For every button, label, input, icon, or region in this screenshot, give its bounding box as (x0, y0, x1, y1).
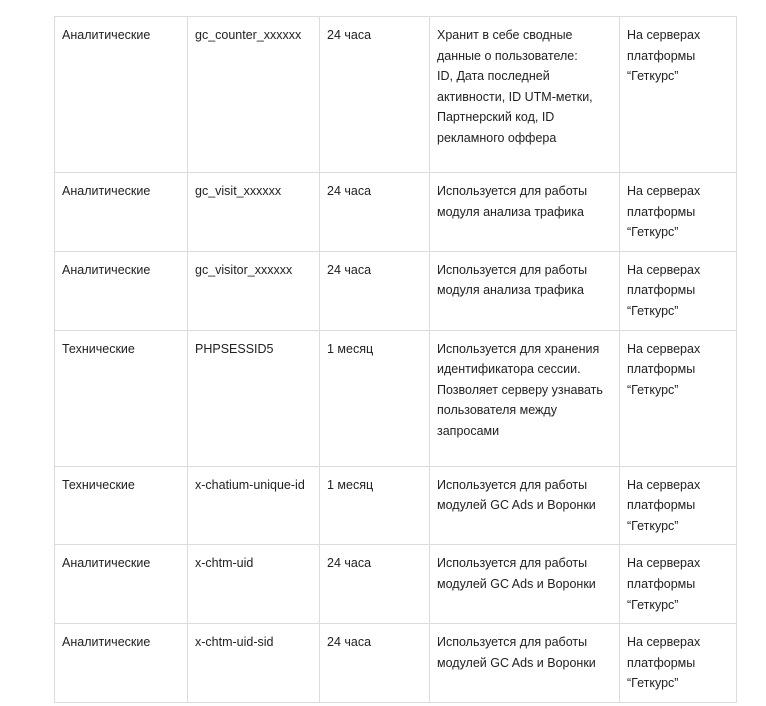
storage-line: На серверах (627, 556, 701, 571)
storage-line: платформы (627, 283, 696, 298)
table-row (55, 466, 737, 545)
cookie-duration: 1 месяц (327, 341, 374, 356)
table-row (55, 251, 737, 330)
cookie-duration-cell (320, 173, 430, 252)
storage-line: “Геткурс” (627, 382, 679, 397)
storage-line: “Геткурс” (627, 69, 679, 84)
storage-line: На серверах (627, 262, 701, 277)
storage-line: На серверах (627, 635, 701, 650)
cookie-storage-cell (620, 545, 737, 624)
storage-line: “Геткурс” (627, 225, 679, 240)
cookie-description-cell (430, 251, 620, 330)
cookie-description-cell (430, 624, 620, 703)
storage-line: платформы (627, 655, 696, 670)
cookie-description-cell (430, 173, 620, 252)
cookie-storage-cell (620, 251, 737, 330)
cookie-name: gc_counter_xxxxxx (195, 28, 302, 42)
description-line: Хранит в себе сводные (437, 28, 573, 42)
cookie-type: Технические (62, 341, 135, 356)
description-line: модуля анализа трафика (437, 204, 584, 219)
cookie-name: PHPSESSID5 (195, 341, 274, 356)
description-line: модулей GC Ads и Воронки (437, 576, 596, 591)
cookie-storage-cell (620, 173, 737, 252)
storage-line: платформы (627, 48, 696, 63)
cookie-name-cell (188, 624, 320, 703)
cookie-type: Технические (62, 477, 135, 492)
cookie-duration-cell (320, 466, 430, 545)
cookie-duration-cell (320, 545, 430, 624)
cookie-duration: 24 часа (327, 28, 372, 42)
cookie-type-cell (55, 330, 188, 466)
table-row (55, 330, 737, 466)
description-line: модулей GC Ads и Воронки (437, 655, 596, 670)
description-line: ID, Дата последней (437, 69, 550, 84)
description-line: модуля анализа трафика (437, 283, 584, 298)
storage-line: платформы (627, 576, 696, 591)
table-row (55, 545, 737, 624)
cookie-name-cell (188, 173, 320, 252)
cookie-storage-cell (620, 466, 737, 545)
storage-line: “Геткурс” (627, 303, 679, 318)
description-line: Позволяет серверу узнавать (437, 382, 603, 397)
cookie-duration: 24 часа (327, 184, 372, 198)
storage-line: На серверах (627, 341, 701, 356)
storage-line: “Геткурс” (627, 676, 679, 691)
cookie-description-cell (430, 330, 620, 466)
cookie-table (54, 16, 737, 703)
cookie-storage-cell (620, 17, 737, 173)
table-row (55, 17, 737, 173)
cookie-name-cell (188, 545, 320, 624)
cookie-type: Аналитические (62, 635, 151, 650)
description-line: Используется для работы (437, 556, 588, 571)
storage-line: платформы (627, 204, 696, 219)
description-line: Используется для работы (437, 477, 588, 492)
cookie-duration: 24 часа (327, 635, 372, 650)
cookie-name-cell (188, 251, 320, 330)
storage-line: “Геткурс” (627, 597, 679, 612)
cookie-name-cell (188, 17, 320, 173)
cookie-duration: 24 часа (327, 262, 372, 277)
description-line: модулей GC Ads и Воронки (437, 498, 596, 513)
storage-line: На серверах (627, 28, 701, 42)
cookie-name: x-chtm-uid-sid (195, 635, 274, 650)
cookie-name: x-chtm-uid (195, 556, 254, 571)
cookie-description-cell (430, 17, 620, 173)
storage-line: платформы (627, 498, 696, 513)
cookie-type: Аналитические (62, 556, 151, 571)
description-line: Используется для работы (437, 184, 588, 198)
cookie-type: Аналитические (62, 262, 151, 277)
cookie-duration: 24 часа (327, 556, 372, 571)
cookie-type-cell (55, 545, 188, 624)
cookie-name: gc_visitor_xxxxxx (195, 262, 293, 277)
cookie-description-cell (430, 545, 620, 624)
table-row (55, 173, 737, 252)
description-line: данные о пользователе: (437, 48, 578, 63)
description-line: Используется для хранения (437, 341, 600, 356)
cookie-name: x-chatium-unique-id (195, 477, 305, 492)
cookie-duration-cell (320, 624, 430, 703)
cookie-name-cell (188, 466, 320, 545)
cookie-type-cell (55, 624, 188, 703)
cookie-type: Аналитические (62, 184, 151, 198)
description-line: пользователя между (437, 403, 557, 418)
storage-line: “Геткурс” (627, 518, 679, 533)
cookie-type-cell (55, 173, 188, 252)
cookie-storage-cell (620, 624, 737, 703)
cookie-duration-cell (320, 251, 430, 330)
description-line: идентификатора сессии. (437, 362, 581, 377)
cookie-name-cell (188, 330, 320, 466)
description-line: запросами (437, 423, 500, 438)
cookie-duration-cell (320, 330, 430, 466)
cookie-type-cell (55, 466, 188, 545)
table-row (55, 624, 737, 703)
cookie-type: Аналитические (62, 28, 151, 42)
description-line: Используется для работы (437, 262, 588, 277)
storage-line: платформы (627, 362, 696, 377)
cookie-name: gc_visit_xxxxxx (195, 184, 282, 198)
storage-line: На серверах (627, 477, 701, 492)
cookie-storage-cell (620, 330, 737, 466)
storage-line: На серверах (627, 184, 701, 198)
description-line: Используется для работы (437, 635, 588, 650)
cookie-description-cell (430, 466, 620, 545)
cookie-type-cell (55, 17, 188, 173)
cookie-type-cell (55, 251, 188, 330)
cookie-duration: 1 месяц (327, 477, 374, 492)
description-line: активности, ID UTM-метки, (437, 89, 593, 104)
cookie-duration-cell (320, 17, 430, 173)
description-line: рекламного оффера (437, 130, 557, 145)
description-line: Партнерский код, ID (437, 110, 555, 125)
